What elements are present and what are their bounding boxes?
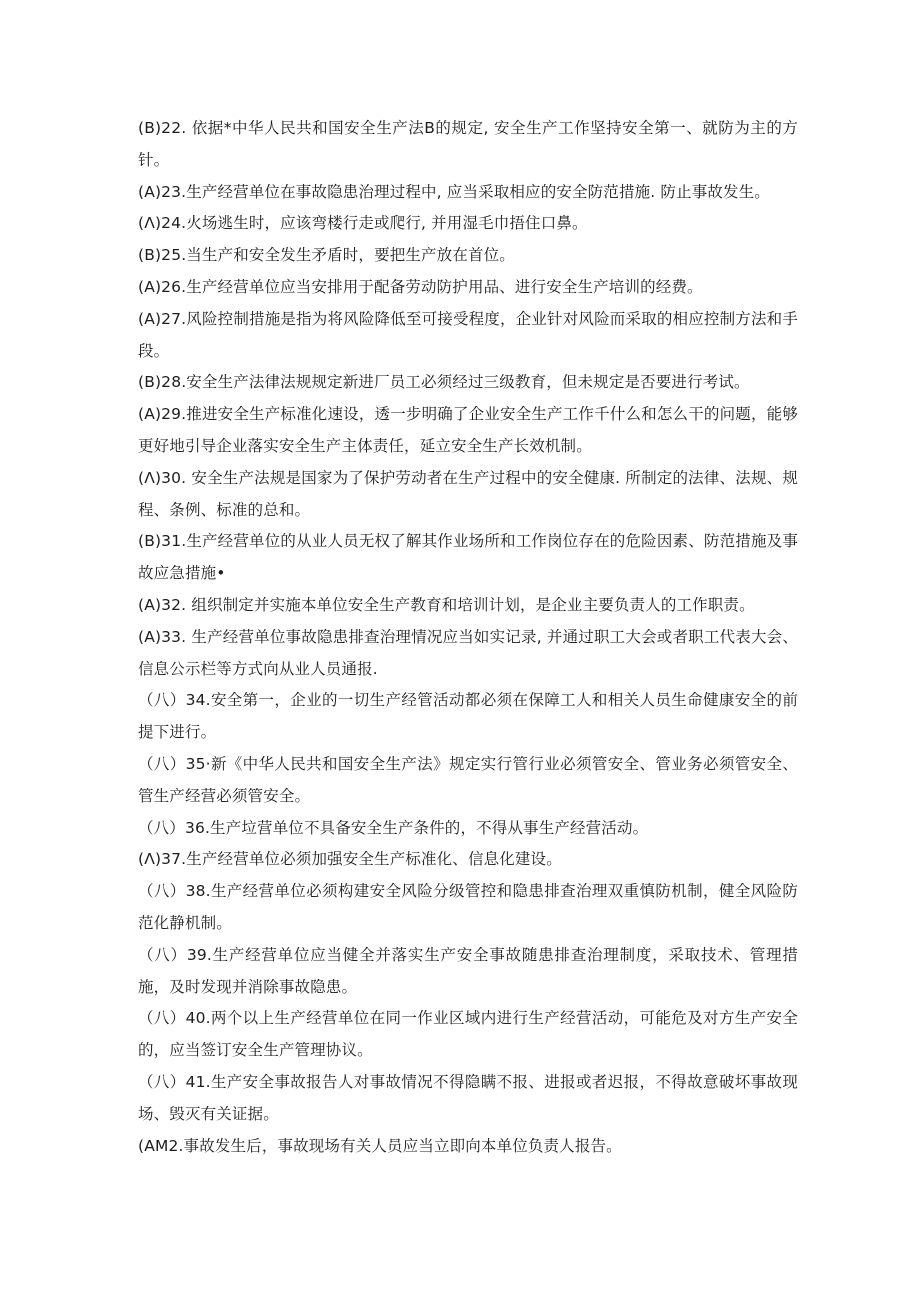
question-item-33: (A)33. 生产经营单位事故隐患排查治理情况应当如实记录, 并通过职工大会或者职工代表大会、信息公示栏等方式向从业人员通报.	[138, 627, 798, 678]
question-item-42: (AM2.事故发生后，事故现场有关人员应当立即向本单位负责人报告。	[138, 1136, 622, 1155]
question-list	[138, 113, 798, 1162]
question-item-40: （八）40.两个以上生产经营单位在同一作业区域内进行生产经营活动，可能危及对方生产安全的，应当签订安全生产管理协议。	[138, 1009, 798, 1060]
question-item-36: （八）36.生产垃营单位不具备安全生产条件的，不得从事生产经营活动。	[138, 818, 649, 837]
question-item-34: （八）34.安全第一，企业的一切生产经管活动都必须在保障工人和相关人员生命健康安全的前提下进行。	[138, 691, 798, 742]
question-item-23: (A)23.生产经营单位在事故隐患治理过程中, 应当采取相应的安全防范措施. 防止事故发生。	[138, 182, 770, 201]
question-item-32: (A)32. 组织制定并实施本单位安全生产教育和培训计划，是企业主要负责人的工作职责。	[138, 595, 755, 614]
question-item-35: （八）35·新《中华人民共和国安全生产法》规定实行管行业必须管安全、管业务必须管安全、管生产经营必须管安全。	[138, 754, 798, 805]
question-item-38: （八）38.生产经营单位必须构建安全风险分级管控和隐患排查治理双重慎防机制，健全风险防范化静机制。	[138, 882, 798, 932]
question-item-30: (Λ)30. 安全生产法规是国家为了保护劳动者在生产过程中的安全健康. 所制定的法律、法规、规程、条例、标准的总和。	[138, 468, 798, 519]
question-item-26: (A)26.生产经营单位应当安排用于配备劳动防护用品、进行安全生产培训的经费。	[138, 277, 703, 296]
question-item-24: (Λ)24.火场逃生时，应该弯楼行走或爬行, 并用湿毛巾捂住口鼻。	[138, 214, 588, 233]
question-item-29: (A)29.推进安全生产标准化速设，透一步明确了企业安全生产工作千什么和怎么干的问题，能够更好地引导企业落实安全生产主体责任，延立安全生产长效机制。	[138, 405, 798, 455]
question-item-37: (Λ)37.生产经营单位必须加强安全生产标准化、信息化建设。	[138, 850, 562, 869]
question-item-25: (B)25.当生产和安全发生矛盾时，要把生产放在首位。	[138, 246, 515, 265]
question-item-41: （八）41.生产安全事故报告人对事故情况不得隐瞒不报、进报或者迟报，不得故意破坏事故现场、毁灭有关证据。	[138, 1072, 798, 1123]
question-item-27: (A)27.风险控制措施是指为将风险降低至可接受程度，企业针对风险而采取的相应控制方法和手段。	[138, 309, 798, 360]
question-item-28: (B)28.安全生产法律法规规定新进厂员工必须经过三级教育，但未规定是否要进行考试。	[138, 373, 750, 392]
question-item-22: (B)22. 依据*中华人民共和国安全生产法B的规定, 安全生产工作坚持安全第一、就防为主的方针。	[138, 119, 798, 169]
question-item-31: (B)31.生产经营单位的从业人员无权了解其作业场所和工作岗位存在的危险因素、防范措施及事故应急措施•	[138, 532, 798, 583]
question-item-39: （八）39.生产经营单位应当健全并落实生产安全事故随患排查治理制度，采取技术、管理措施，及时发现并消除事故隐患。	[138, 945, 798, 996]
